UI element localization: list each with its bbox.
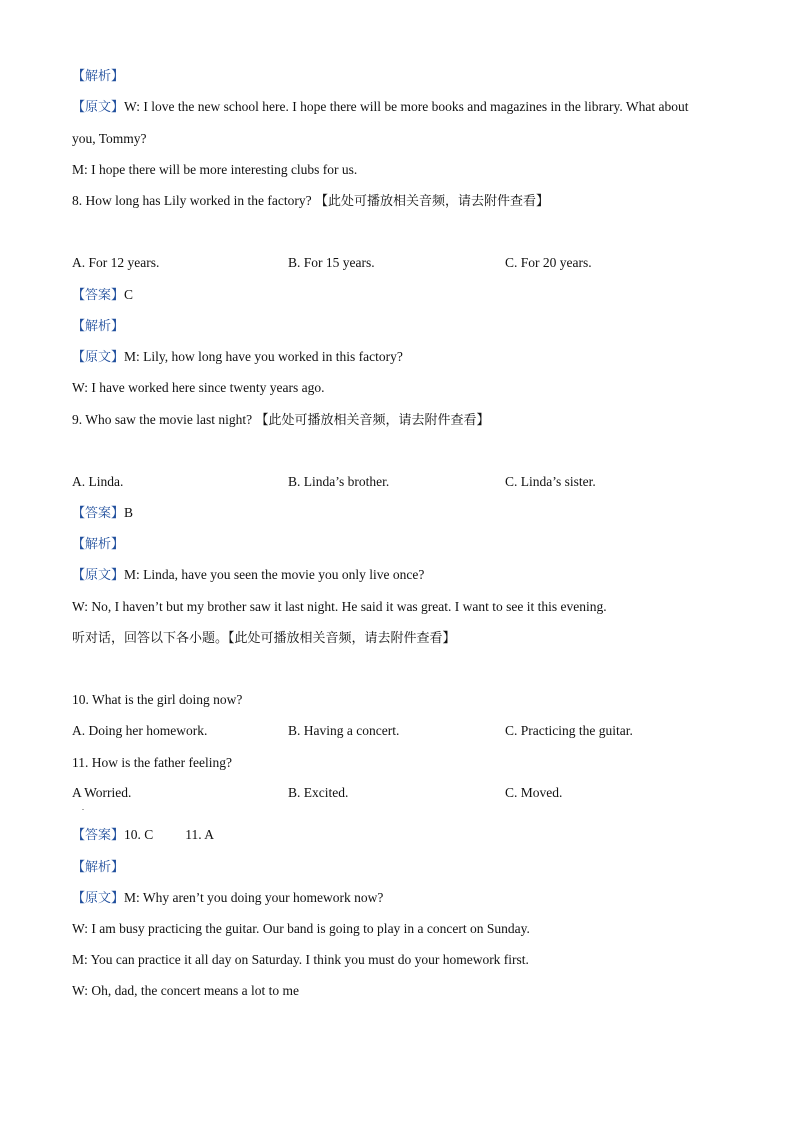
group-instruction-text: 听对话，回答以下各小题。 (72, 631, 229, 646)
q10-option-b: B. Having a concert. (288, 723, 400, 738)
original-tag: 【原文】 (72, 100, 125, 115)
group-instruction (72, 629, 456, 648)
analysis-tag: 【解析】 (72, 319, 125, 334)
original-text: W: I love the new school here. I hope there will be more books and magazines in the library. What about (124, 99, 689, 114)
q10-option-a: A. Doing her homework. (72, 723, 208, 738)
q8-answer (72, 286, 133, 305)
q11-option-a: A Worried. (72, 785, 132, 800)
dialogue-reply: M: I hope there will be more interesting clubs for us. (72, 162, 358, 177)
dialogue-line-3: M: You can practice it all day on Saturday. I think you must do your homework first. (72, 952, 529, 967)
q8-reply: W: I have worked here since twenty years ago. (72, 380, 325, 395)
audio-note: 【此处可播放相关音频，请去附件查看】 (255, 413, 490, 428)
q9-original-text: M: Linda, have you seen the movie you only live once? (124, 567, 425, 582)
group-original (72, 889, 383, 908)
question-9-text: 9. Who saw the movie last night? (72, 412, 256, 427)
q9-option-b: B. Linda’s brother. (288, 474, 390, 489)
group-answer (72, 826, 214, 845)
group-analysis-heading (72, 858, 124, 877)
answer-tag: 【答案】 (72, 288, 125, 303)
q8-option-a: A. For 12 years. (72, 255, 160, 270)
question-9 (72, 411, 490, 430)
q11-option-c: C. Moved. (505, 785, 563, 800)
analysis-tag: 【解析】 (72, 860, 125, 875)
q9-original (72, 566, 424, 585)
q9-analysis-heading (72, 535, 124, 554)
question-8-text: 8. How long has Lily worked in the factory? (72, 193, 315, 208)
q10-option-c: C. Practicing the guitar. (505, 723, 633, 738)
q11-option-b: B. Excited. (288, 785, 349, 800)
audio-note: 【此处可播放相关音频，请去附件查看】 (314, 194, 549, 209)
answer-tag: 【答案】 (72, 506, 125, 521)
q9-reply: W: No, I haven’t but my brother saw it last night. He said it was great. I want to see it this evening. (72, 599, 607, 614)
q8-original-text: M: Lily, how long have you worked in this factory? (124, 349, 403, 364)
analysis-tag: 【解析】 (72, 69, 125, 84)
analysis-heading (72, 67, 124, 86)
q9-answer-value: B (124, 505, 134, 520)
original-tag: 【原文】 (72, 891, 125, 906)
original-tag: 【原文】 (72, 568, 125, 583)
audio-note: 【此处可播放相关音频，请去附件查看】 (228, 631, 456, 646)
question-10: 10. What is the girl doing now? (72, 692, 243, 707)
stray-mark: . (82, 803, 84, 812)
q9-answer (72, 504, 133, 523)
original-text-line (72, 98, 688, 117)
original-tag: 【原文】 (72, 350, 125, 365)
analysis-tag: 【解析】 (72, 537, 125, 552)
answer-tag: 【答案】 (72, 828, 125, 843)
q8-original (72, 348, 403, 367)
answer-10: 10. C (124, 827, 154, 842)
q8-option-b: B. For 15 years. (288, 255, 375, 270)
q9-option-a: A. Linda. (72, 474, 124, 489)
dialogue-line-2: W: I am busy practicing the guitar. Our band is going to play in a concert on Sunday. (72, 921, 530, 936)
dialogue-line-4: W: Oh, dad, the concert means a lot to me (72, 983, 300, 998)
dialogue-line-1: M: Why aren’t you doing your homework now? (124, 890, 384, 905)
q8-option-c: C. For 20 years. (505, 255, 592, 270)
q8-answer-value: C (124, 287, 134, 302)
question-11: 11. How is the father feeling? (72, 755, 232, 770)
q8-analysis-heading (72, 317, 124, 336)
q9-option-c: C. Linda’s sister. (505, 474, 596, 489)
answer-11: 11. A (185, 827, 215, 842)
question-8 (72, 192, 549, 211)
original-text-continuation: you, Tommy? (72, 131, 147, 146)
